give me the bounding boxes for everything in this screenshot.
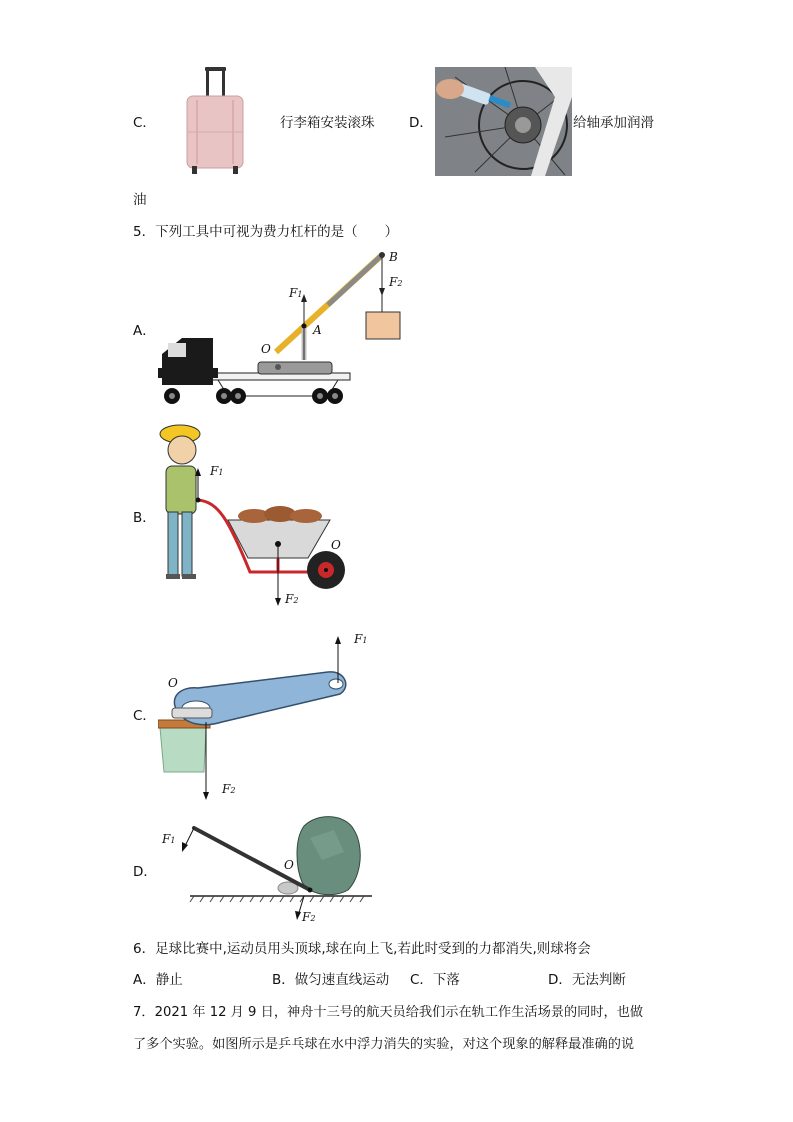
crane-label-o: O bbox=[261, 342, 271, 356]
q5-option-b-letter: B． bbox=[133, 510, 156, 526]
q7-line-2: 了多个实验。如图所示是乒乓球在水中浮力消失的实验，对这个现象的解释最准确的说 bbox=[133, 1037, 635, 1052]
crane-label-f1: F1 bbox=[289, 286, 303, 300]
bottle-opener-diagram-icon bbox=[158, 628, 378, 808]
crowbar-rock-diagram-icon bbox=[158, 808, 380, 932]
q4-option-c-letter: C． bbox=[133, 115, 156, 131]
q6-option-a: A．静止 bbox=[133, 972, 183, 988]
q5-option-a-letter: A． bbox=[133, 323, 156, 339]
crane-label-f2: F2 bbox=[389, 275, 403, 289]
q6-question: 6．足球比赛中,运动员用头顶球,球在向上飞,若此时受到的力都消失,则球将会 bbox=[133, 941, 591, 957]
q7-line-1: 7．2021 年 12 月 9 日，神舟十三号的航天员给我们示在轨工作生活场景的同时，也做 bbox=[133, 1005, 644, 1020]
crane-label-a: A bbox=[313, 323, 322, 337]
q6-option-d: D．无法判断 bbox=[548, 972, 626, 988]
q4-option-d-continuation: 油 bbox=[133, 192, 147, 208]
crowbar-label-f1: F1 bbox=[162, 832, 176, 846]
bicycle-oiling-photo-icon bbox=[435, 67, 572, 176]
opener-label-f2: F2 bbox=[222, 782, 236, 796]
q4-option-c-text: 行李箱安装滚珠 bbox=[280, 115, 375, 131]
crowbar-label-o: O bbox=[284, 858, 294, 872]
crane-label-b: B bbox=[389, 250, 398, 264]
opener-label-o: O bbox=[168, 676, 178, 690]
barrow-label-o: O bbox=[331, 538, 341, 552]
crowbar-label-f2: F2 bbox=[302, 910, 316, 924]
crane-truck-diagram-icon bbox=[158, 250, 408, 410]
q5-option-d-letter: D． bbox=[133, 864, 157, 880]
q4-option-d-letter: D． bbox=[409, 115, 433, 131]
q5-option-c-letter: C． bbox=[133, 708, 156, 724]
barrow-label-f1: F1 bbox=[210, 464, 224, 478]
barrow-label-f2: F2 bbox=[285, 592, 299, 606]
q5-question: 5．下列工具中可视为费力杠杆的是（ ） bbox=[133, 224, 399, 240]
opener-label-f1: F1 bbox=[354, 632, 368, 646]
q6-option-c: C．下落 bbox=[410, 972, 460, 988]
q4-option-d-text: 给轴承加润滑 bbox=[573, 115, 654, 131]
q6-option-b: B．做匀速直线运动 bbox=[272, 972, 390, 988]
wheelbarrow-diagram-icon bbox=[158, 422, 358, 617]
luggage-icon bbox=[182, 66, 248, 178]
